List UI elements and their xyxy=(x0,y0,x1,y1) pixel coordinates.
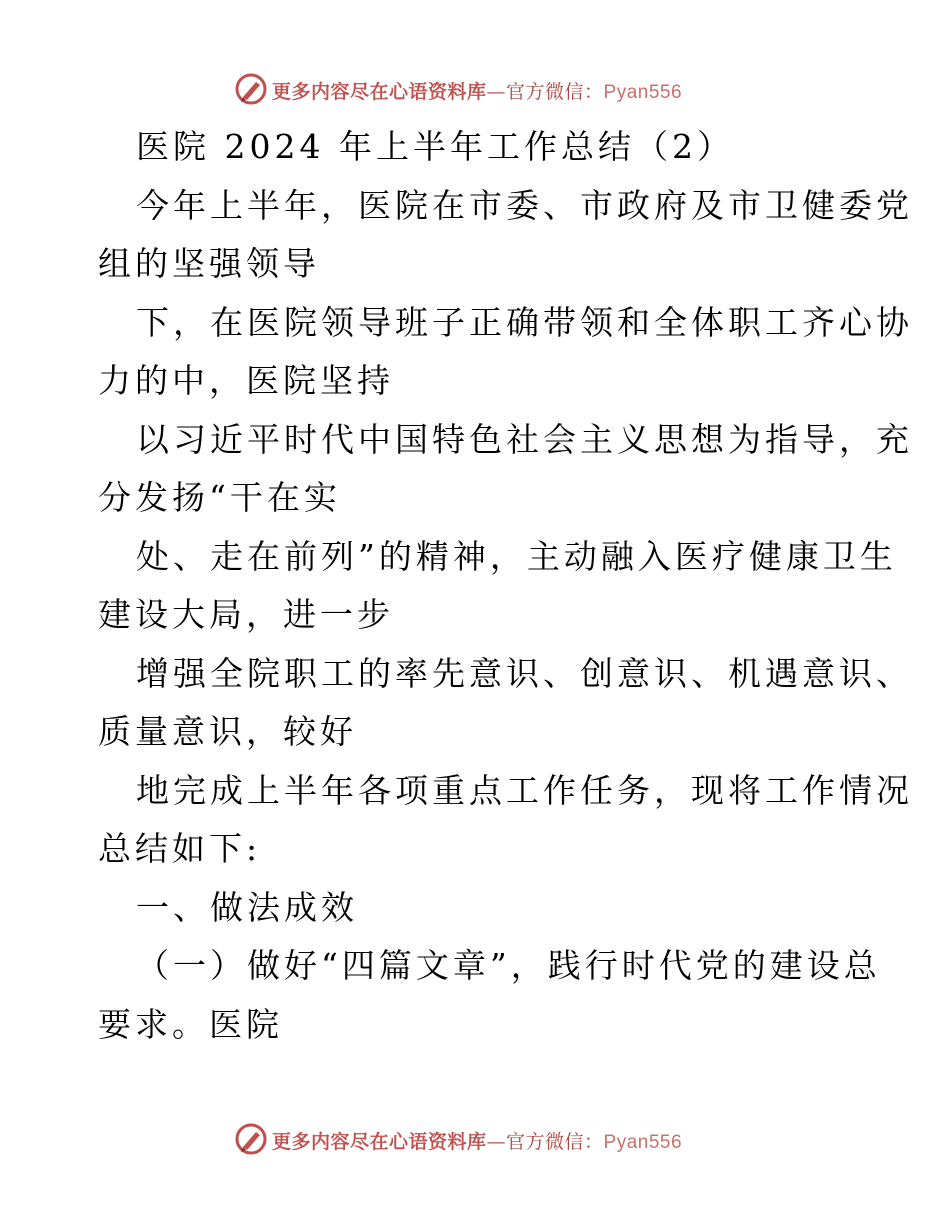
paragraph-line: 组的坚强领导 xyxy=(98,244,320,283)
section-heading: 一、做法成效 xyxy=(136,888,358,927)
watermark-main: 更多内容尽在心语资料库 xyxy=(272,81,487,103)
paragraph-line: 下，在医院领导班子正确带领和全体职工齐心协 xyxy=(136,303,913,342)
paragraph-line: 建设大局，进一步 xyxy=(98,595,394,634)
red-pen-circle-logo-icon xyxy=(234,72,268,106)
red-pen-circle-logo-icon xyxy=(234,1122,268,1156)
watermark-dash: — xyxy=(486,1131,507,1153)
document-title: 医院 2024 年上半年工作总结（2） xyxy=(136,127,734,166)
paragraph-line: 今年上半年，医院在市委、市政府及市卫健委党 xyxy=(136,186,913,225)
paragraph-line: 要求。医院 xyxy=(98,1005,283,1044)
header-watermark xyxy=(0,70,950,110)
paragraph-line: 地完成上半年各项重点工作任务，现将工作情况 xyxy=(136,771,913,810)
paragraph-line: 处、走在前列”的精神，主动融入医疗健康卫生 xyxy=(136,537,897,576)
watermark-main: 更多内容尽在心语资料库 xyxy=(272,1131,487,1153)
watermark-dash: — xyxy=(486,81,507,103)
paragraph-line: 分发扬“干在实 xyxy=(98,478,341,517)
paragraph-line: 总结如下: xyxy=(98,829,262,868)
paragraph-line: 以习近平时代中国特色社会主义思想为指导，充 xyxy=(136,420,913,459)
watermark-official: 官方微信： xyxy=(506,1131,604,1153)
watermark-text xyxy=(272,77,682,104)
paragraph-line: 增强全院职工的率先意识、创意识、机遇意识、 xyxy=(136,654,913,693)
watermark-official: 官方微信： xyxy=(506,81,604,103)
watermark-wechat-id: Pyan556 xyxy=(603,82,683,103)
watermark-text xyxy=(272,1127,682,1154)
subsection-heading: （一）做好“四篇文章”，践行时代党的建设总 xyxy=(136,946,881,985)
paragraph-line: 力的中，医院坚持 xyxy=(98,361,394,400)
footer-watermark xyxy=(0,1120,950,1160)
paragraph-line: 质量意识，较好 xyxy=(98,712,357,751)
watermark-wechat-id: Pyan556 xyxy=(603,1132,683,1153)
